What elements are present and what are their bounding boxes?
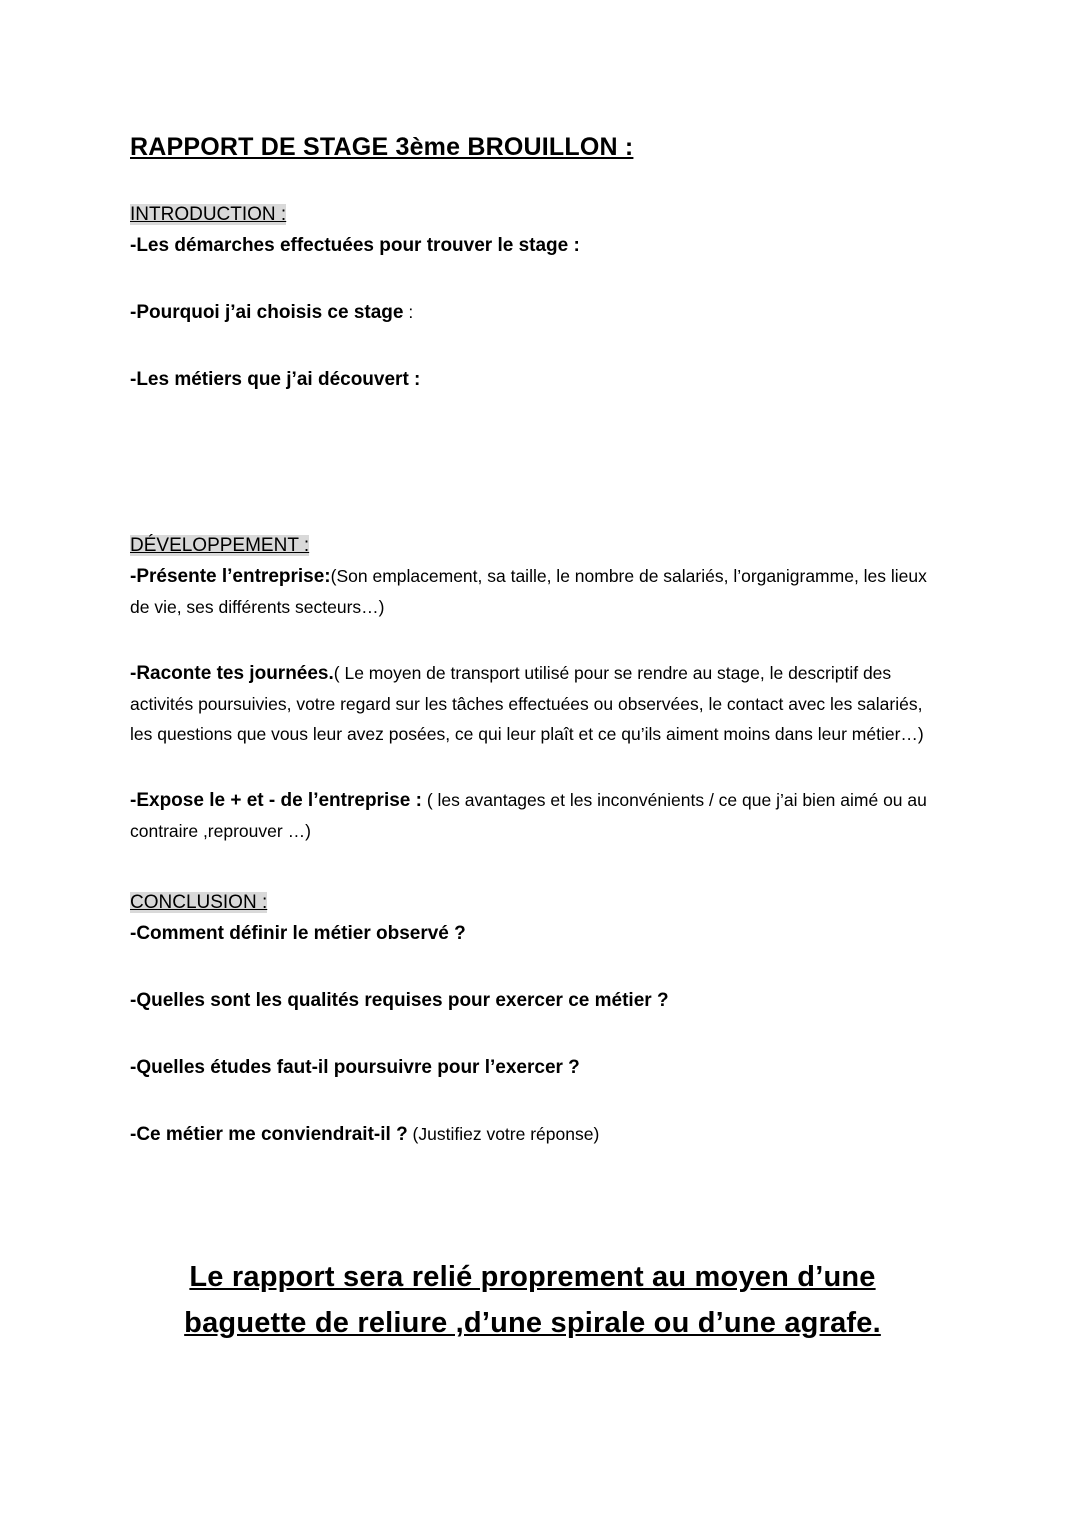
- conc-item-conviendrait-rest: (Justifiez votre réponse): [407, 1124, 600, 1144]
- intro-item-pourquoi: [130, 297, 935, 328]
- conc-item-qualites-requises: [130, 985, 935, 1016]
- dev-item-raconte-journees-lead: -Raconte tes journées.: [130, 663, 334, 684]
- dev-item-presente-entreprise: [130, 561, 935, 622]
- intro-item-metiers-lead: -Les métiers que j’ai découvert :: [130, 369, 421, 390]
- dev-item-expose-plus-moins-lead: -Expose le + et - de l’entreprise :: [130, 790, 422, 811]
- section-introduction: [130, 200, 935, 395]
- intro-item-metiers: [130, 364, 935, 395]
- intro-item-pourquoi-rest: :: [403, 302, 414, 322]
- intro-item-demarches-lead: -Les démarches effectuées pour trouver le stage :: [130, 235, 580, 256]
- dev-item-presente-entreprise-lead: -Présente l’entreprise:: [130, 566, 331, 587]
- conc-item-definir-metier: [130, 918, 935, 949]
- section-conclusion: [130, 888, 935, 1150]
- conc-item-definir-metier-lead: -Comment définir le métier observé ?: [130, 923, 466, 944]
- developpement-heading: [130, 531, 935, 561]
- introduction-heading-text: INTRODUCTION :: [130, 204, 287, 225]
- dev-item-expose-plus-moins-rest: ( les avantages et les inconvénients / ce que j’ai bien aimé ou au contraire ,reprouver …): [130, 790, 927, 841]
- section-developpement: [130, 531, 935, 846]
- conc-item-conviendrait: [130, 1119, 935, 1150]
- conc-item-qualites-requises-lead: -Quelles sont les qualités requises pour exercer ce métier ?: [130, 990, 669, 1011]
- dev-item-raconte-journees: [130, 658, 935, 749]
- dev-item-expose-plus-moins: [130, 785, 935, 846]
- conclusion-heading-text: CONCLUSION :: [130, 892, 268, 913]
- dev-item-raconte-journees-rest: ( Le moyen de transport utilisé pour se rendre au stage, le descriptif des activités poursuivies, votre regard sur les tâches effectuées ou observées, le contact avec les salariés, les questions que vous leur avez posées, ce qui leur plaît et ce qu’ils aiment moins dans leur métier…): [130, 663, 924, 744]
- conc-item-conviendrait-lead: -Ce métier me conviendrait-il ?: [130, 1124, 408, 1145]
- conc-item-etudes: [130, 1052, 935, 1083]
- introduction-heading: [130, 200, 935, 230]
- binding-instruction-note: Le rapport sera relié proprement au moyen d’une baguette de reliure ,d’une spirale ou d’une agrafe.: [184, 1261, 881, 1339]
- intro-item-pourquoi-lead: -Pourquoi j’ai choisis ce stage: [130, 302, 404, 323]
- conclusion-heading: [130, 888, 935, 918]
- spacer: [130, 431, 935, 531]
- dev-item-presente-entreprise-rest: (Son emplacement, sa taille, le nombre de salariés, l’organigramme, les lieux de vie, ses différents secteurs…): [130, 566, 927, 617]
- developpement-heading-text: DÉVELOPPEMENT :: [130, 535, 310, 556]
- conc-item-etudes-lead: -Quelles études faut-il poursuivre pour l’exercer ?: [130, 1057, 580, 1078]
- intro-item-demarches: [130, 230, 935, 261]
- document-title: RAPPORT DE STAGE 3ème BROUILLON :: [130, 133, 634, 161]
